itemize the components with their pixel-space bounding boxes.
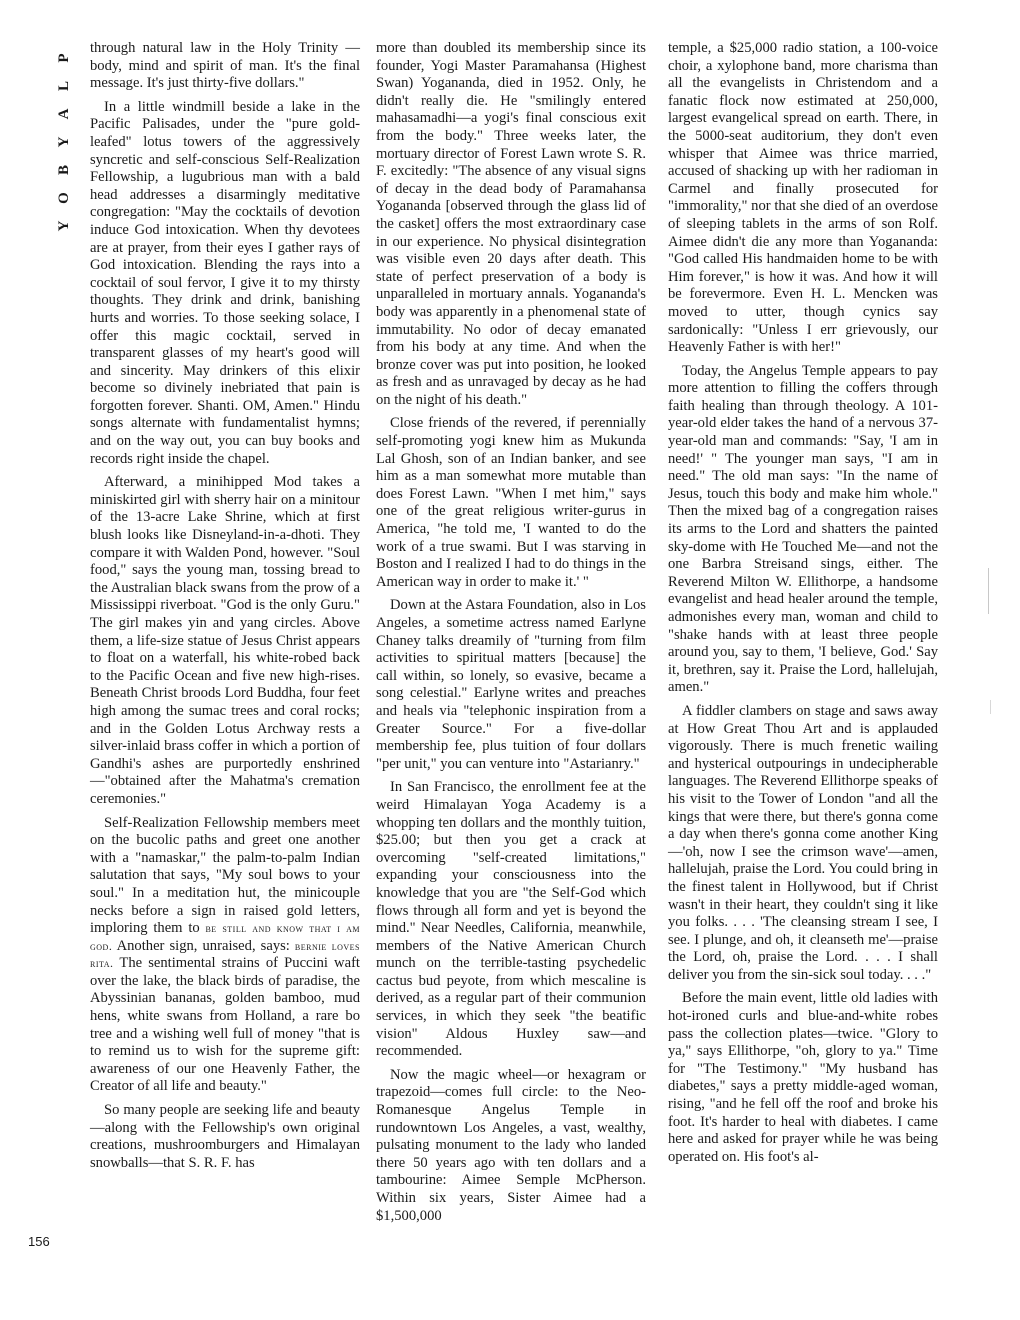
- running-head-letter: Y: [56, 136, 72, 148]
- paragraph: So many people are seeking life and beauty—along with the Fellowship's own original creations, mushroomburgers and Himalayan snowballs—that S. R. F. has: [90, 1102, 360, 1171]
- paragraph: more than doubled its membership since its founder, Yogi Master Paramahansa (Highest Swan) Yogananda, died in 1952. Only, he didn't really die. He "smilingly entered mahasamadhi—a yogi's final conscious exit from the body." Three weeks later, the mortuary director of Forest Lawn wrote S. R. F. excitedly: "The absence of any visual signs of decay in the dead body of Paramahansa Yogananda [observed through the glass lid of the casket] offers the most extraordinary case in our experience. No physical disintegration was visible even 20 days after death. This state of perfect preservation of a body is unparalleled in mortuary annals. Yogananda's body was apparently in a phenomenal state of immutability. No odor of decay emanated from his body at any time. And when the bronze cover was put into position, he looked as fresh and as unravaged by decay as he had on the night of his death.": [376, 40, 646, 408]
- paragraph: temple, a $25,000 radio station, a 100-voice choir, a xylophone band, more charisma than all the evangelists in Christendom and a fanatic flock now estimated at 250,000, largest evangelical spread on earth. There, in the 5000-seat auditorium, they don't even whisper that Aimee was thrice married, accused of shacking up with her radioman in Carmel and finally prosecuted for "immorality," nor that she died of an overdose of sleeping tablets in the arms of son Rolf. Aimee didn't die any more than Yogananda: "God called His handmaiden home to be with Him forever," is how it was. And how it will be forevermore. Even H. L. Mencken was moved to utter, though cynics say sardonically: "Unless I err grievously, our Heavenly Father is with her!": [668, 40, 938, 356]
- paragraph: Down at the Astara Foundation, also in Los Angeles, a sometime actress named Earlyne Chaney talks dreamily of "turning from film activities to spiritual matters [because] the call within, so lonely, so evasive, became a song celestial." Earlyne writes and preaches and heals via "telephonic inspiration from a Greater Source." For a five-dollar membership fee, plus tuition of four dollars "per unit," you can venture into "Astarianry.": [376, 597, 646, 772]
- running-head-magazine-name: [52, 44, 76, 240]
- paragraph-text: Another sign, unraised, says:: [112, 937, 295, 954]
- scan-margin-mark: [990, 700, 991, 714]
- sign-text-small-caps: bernie loves rita.: [90, 938, 360, 971]
- paragraph-text: The sentimental strains of Puccini waft over the lake, the black birds of paradise, the Abyssinian bananas, golden bamboo, mud hens, white swans from Holland, a rare bo tree and a wishing well full of money "that is to remind us to wish for the supreme gift: awareness of our one Heavenly Father, the Creator of all life and beauty.": [90, 955, 360, 1095]
- paragraph: through natural law in the Holy Trinity —body, mind and spirit of man. It's the final message. It's just thirty-five dollars.": [90, 40, 360, 92]
- scan-margin-mark: [988, 568, 989, 614]
- paragraph: In San Francisco, the enrollment fee at the weird Himalayan Yoga Academy is a whopping ten dollars and the monthly tuition, $25.00; but then you get a crack at overcoming "self-created limitations," expanding your consciousness into the knowledge that you are "the Self-God which flows through all form and yet is beyond the mind." Near Needles, California, meanwhile, members of the Native American Church munch on the terrible-tasting psychedelic cactus bud peyote, from which mescaline is derived, as a regular part of their communion services, in which they seek "the beatific vision" Aldous Huxley saw—and recommended.: [376, 779, 646, 1060]
- running-head-letter: O: [56, 192, 72, 204]
- paragraph: Close friends of the revered, if perennially self-promoting yogi knew him as Mukunda Lal Ghosh, son of an Indian banker, and see him as a man somewhat more mutable than does Forest Lawn. "When I met him," says one of the great religious writer-gurus in America, "he told me, 'I wanted to do the work of a true swami. But I was starving in Boston and I realized I had to do things in the American way in order to make it.' ": [376, 415, 646, 590]
- paragraph-text: Self-Realization Fellowship members meet on the bucolic paths and greet one another with a "namaskar," the palm-to-palm Indian salutation that says, "My soul bows to your soul." In a meditation hut, the minicouple necks before a sign in raised gold letters, imploring them to: [90, 814, 360, 937]
- running-head-letter: P: [56, 53, 72, 63]
- paragraph: Afterward, a minihipped Mod takes a miniskirted girl with sherry hair on a minitour of the 13-acre Lake Shrine, which at first blush looks like Disneyland-in-a-dhoti. They compare it with Walden Pond, however. "Soul food," says the young man, tossing bread to the Australian black swans from the prow of a Mississippi riverboat. "God is the only Guru." The girl makes yin and yang circles. Above them, a life-size statue of Jesus Christ appears to float on a waterfall, his white-robed back to the Pacific Ocean and five new high-rises. Beneath Christ broods Lord Buddha, four feet high among the sumac trees and coral rocks; and in the Golden Lotus Archway rests a silver-inlaid brass coffer in which a portion of Gandhi's ashes are purportedly enshrined—"obtained after the Mahatma's cremation ceremonies.": [90, 474, 360, 807]
- text-column-1: [90, 40, 360, 1178]
- page-number: 156: [28, 1234, 50, 1249]
- running-head-letter: Y: [56, 220, 72, 232]
- paragraph: Before the main event, little old ladies with hot-ironed curls and blue-and-white robes pass the collection plates—twice. "Glory to ya," says Ellithorpe, "oh, glory to ya." Time for "The Testimony." "My husband has diabetes," says a pretty middle-aged woman, rising, "and he fell off the roof and broke his foot. It's harder to heal with diabetes. I came here and asked for prayer while he was being operated on. His foot's al-: [668, 990, 938, 1165]
- running-head-letter: B: [56, 165, 72, 176]
- paragraph: [90, 815, 360, 1097]
- paragraph: A fiddler clambers on stage and saws away at How Great Thou Art and is applauded vigorously. There is much frenetic wailing and hysterical outpourings in undecipherable languages. The Reverend Ellithorpe speaks of his visit to the Tower of London "and all the kings that were there, but there's gonna come a day when there's gonna come another King—'oh, now I see the crimson wave'—amen, hallelujah, praise the Lord. You could bring in the finest talent in Hollywood, but if Christ wasn't in their heart, they couldn't sing it like you folks. . . . 'The cleansing stream I see, I see. I plunge, and oh, it cleanseth me'—praise the Lord, oh, praise the Lord. . . . I shall deliver you from the sin-sick soul today. . . .": [668, 702, 938, 983]
- sign-text-small-caps: be still and know that i am god.: [90, 921, 360, 953]
- text-column-3: [668, 40, 938, 1172]
- running-head-letter: L: [56, 81, 72, 92]
- paragraph: Today, the Angelus Temple appears to pay more attention to filling the coffers through faith healing than through theology. A 101-year-old elder takes the hand of a nervous 37-year-old man and commands: "Say, 'I am in need!' " The younger man says, "I am in need." The old man says: "In the name of Jesus, touch this body and make him whole." Then the mixed bag of a congregation raises its arms to the Lord and shatters the painted sky-dome with He Touched Me—and not the one Barbra Streisand sings, either. The Reverend Milton W. Ellithorpe, a handsome evangelist and head healer around the temple, admonishes every man, woman and child to "shake hands with at least three people around you, say to them, 'I believe, God.' Say it, brethren, say it. Praise the Lord, hallelujah, amen.": [668, 362, 938, 696]
- paragraph: Now the magic wheel—or hexagram or trapezoid—comes full circle: to the Neo-Romanesque Angelus Temple in rundowntown Los Angeles, a vast, wealthy, pulsating monument to the lady who landed there 50 years ago with ten dollars and a tambourine: Aimee Semple McPherson. Within six years, Sister Aimee had a $1,500,000: [376, 1066, 646, 1224]
- paragraph: In a little windmill beside a lake in the Pacific Palisades, under the "pure gold-leafed" lotus towers of the aggressively syncretic and self-conscious Self-Realization Fellowship, a lugubrious man with a bald head addresses a disarmingly meditative congregation: "May the cocktails of devotion induce God intoxication. When thy devotees are at prayer, from their eyes I gather rays of God intoxication. Blending the rays into a cocktail of soul fervor, I give it to my thirsty thoughts. They drink and drink, banishing hurts and worries. To those seeking solace, I offer this magic cocktail, served in transparent glasses of my heart's good will and sincerity. May drinkers of this elixir become so divinely inebriated that pain is forgotten forever. Shanti. OM, Amen." Hindu songs alternate with fundamentalist hymns; and on the way out, you can buy books and records right inside the chapel.: [90, 98, 360, 467]
- text-column-2: [376, 40, 646, 1231]
- running-head-letter: A: [56, 108, 72, 120]
